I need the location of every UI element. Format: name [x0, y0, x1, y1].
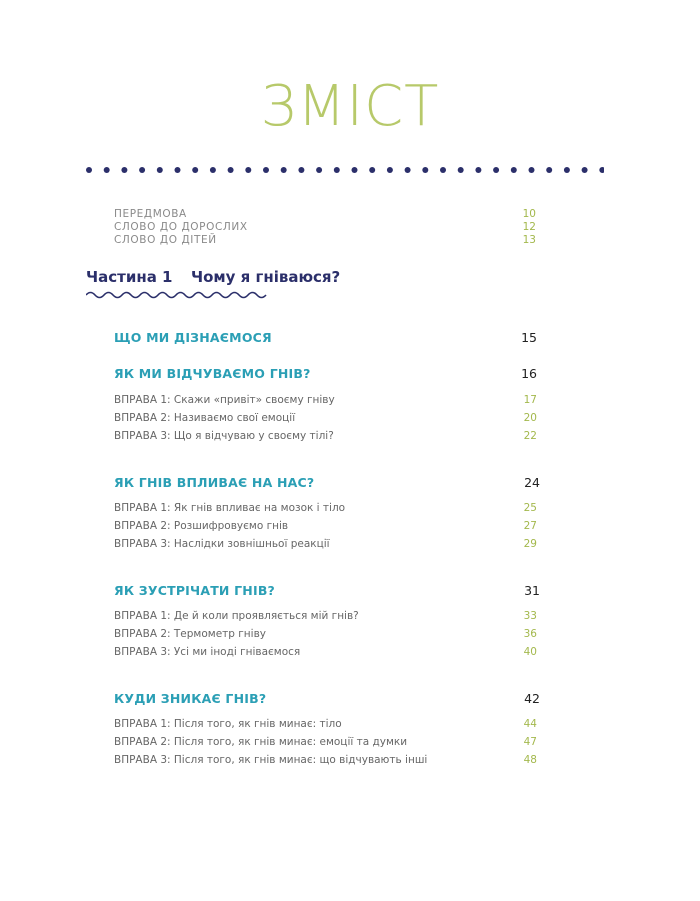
toc-exercise-page: 17	[523, 394, 537, 406]
divider-dot	[564, 167, 570, 173]
divider-dot	[352, 167, 358, 173]
toc-section-page: 15	[521, 330, 537, 345]
toc-front-page-preface: 10	[522, 208, 536, 220]
toc-front-page-adults: 12	[522, 221, 536, 233]
divider-dot	[281, 167, 287, 173]
toc-section-title: ЯК МИ ВІДЧУВАЄМО ГНІВ?	[114, 366, 311, 381]
divider-dot	[405, 167, 411, 173]
divider-dot	[228, 167, 234, 173]
toc-exercise-page: 48	[523, 754, 537, 766]
divider-dot	[210, 167, 216, 173]
toc-exercise: ВПРАВА 2: Після того, як гнів минає: емоції та думки	[114, 736, 408, 748]
divider-dot	[458, 167, 464, 173]
toc-exercise-page: 36	[523, 628, 537, 640]
part-underline-wave	[86, 290, 272, 300]
divider-dot	[263, 167, 269, 173]
dot-divider	[84, 165, 604, 175]
toc-exercise: ВПРАВА 1: Після того, як гнів минає: тіло	[114, 718, 342, 730]
divider-dot	[121, 167, 127, 173]
divider-dot	[422, 167, 428, 173]
divider-dot	[175, 167, 181, 173]
toc-front-item-preface: ПЕРЕДМОВА	[114, 208, 187, 220]
toc-section-title: ЩО МИ ДІЗНАЄМОСЯ	[114, 330, 272, 345]
divider-dot	[475, 167, 481, 173]
divider-dot	[157, 167, 163, 173]
toc-exercise: ВПРАВА 1: Скажи «привіт» своєму гніву	[114, 394, 335, 406]
part-title: Чому я гніваюся?	[190, 268, 341, 286]
toc-section-page: 42	[524, 691, 540, 706]
toc-section-title: КУДИ ЗНИКАЄ ГНІВ?	[114, 691, 267, 706]
toc-section-title: ЯК ЗУСТРІЧАТИ ГНІВ?	[114, 583, 275, 598]
page-title: ЗМІСТ	[260, 74, 440, 139]
toc-front-page-children: 13	[522, 234, 536, 246]
toc-exercise: ВПРАВА 1: Де й коли проявляється мій гнів?	[114, 610, 359, 622]
toc-front-item-adults: СЛОВО ДО ДОРОСЛИХ	[114, 221, 248, 233]
toc-exercise-page: 22	[523, 430, 537, 442]
toc-exercise-page: 47	[523, 736, 537, 748]
divider-dot	[582, 167, 588, 173]
divider-dot	[599, 167, 604, 173]
toc-exercise: ВПРАВА 3: Що я відчуваю у своєму тілі?	[114, 430, 334, 442]
divider-dot	[86, 167, 92, 173]
toc-section-title: ЯК ГНІВ ВПЛИВАЄ НА НАС?	[114, 475, 315, 490]
divider-dot	[334, 167, 340, 173]
divider-dot	[298, 167, 304, 173]
part-heading	[86, 268, 340, 286]
divider-dot	[316, 167, 322, 173]
divider-dot	[369, 167, 375, 173]
dot-divider-graphic	[84, 165, 604, 175]
toc-exercise-page: 33	[523, 610, 537, 622]
divider-dot	[440, 167, 446, 173]
toc-exercise: ВПРАВА 1: Як гнів впливає на мозок і тіло	[114, 502, 346, 514]
toc-exercise: ВПРАВА 3: Наслідки зовнішньої реакції	[114, 538, 330, 550]
toc-section-page: 16	[521, 366, 537, 381]
toc-section-page: 31	[524, 583, 540, 598]
divider-dot	[139, 167, 145, 173]
toc-exercise-page: 25	[523, 502, 537, 514]
divider-dot	[104, 167, 110, 173]
divider-dot	[511, 167, 517, 173]
divider-dot	[546, 167, 552, 173]
divider-dot	[245, 167, 251, 173]
toc-exercise-page: 27	[523, 520, 537, 532]
toc-exercise-page: 29	[523, 538, 537, 550]
toc-exercise: ВПРАВА 2: Називаємо свої емоції	[114, 412, 296, 424]
toc-exercise: ВПРАВА 3: Усі ми іноді гніваємося	[114, 646, 301, 658]
toc-exercise-page: 20	[523, 412, 537, 424]
toc-exercise-page: 44	[523, 718, 537, 730]
toc-exercise: ВПРАВА 2: Термометр гніву	[114, 628, 266, 640]
toc-exercise: ВПРАВА 3: Після того, як гнів минає: що відчувають інші	[114, 754, 428, 766]
divider-dot	[192, 167, 198, 173]
toc-exercise-page: 40	[523, 646, 537, 658]
divider-dot	[529, 167, 535, 173]
part-label: Частина 1	[86, 268, 173, 286]
divider-dot	[387, 167, 393, 173]
toc-section-page: 24	[524, 475, 540, 490]
toc-front-item-children: СЛОВО ДО ДІТЕЙ	[114, 234, 217, 246]
divider-dot	[493, 167, 499, 173]
toc-exercise: ВПРАВА 2: Розшифровуємо гнів	[114, 520, 289, 532]
